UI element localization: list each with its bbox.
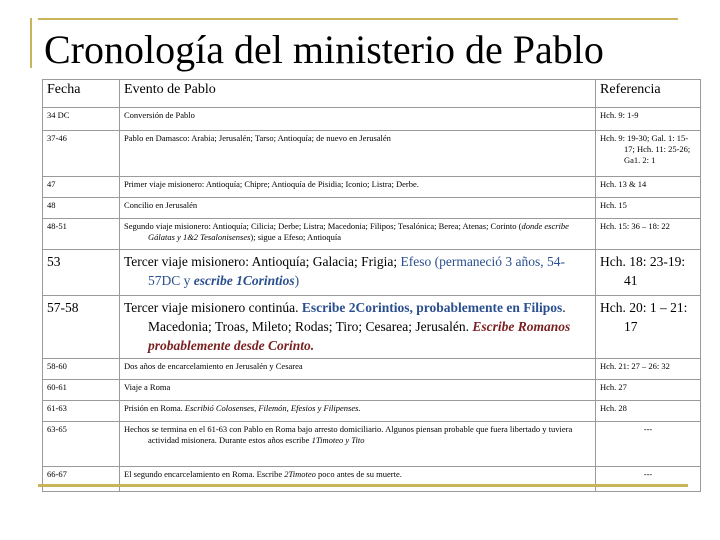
row-event bbox=[120, 219, 596, 250]
event-text-cont: ); sigue a Efeso; Antioquía bbox=[250, 232, 342, 242]
event-text-close: ) bbox=[294, 273, 300, 288]
table-row bbox=[43, 198, 701, 219]
event-letter-bold: Escribe 2Corintios, probablemente en Filipos bbox=[301, 300, 563, 315]
table-row bbox=[43, 380, 701, 401]
row-event: Concilio en Jerusalén bbox=[120, 198, 596, 219]
side-decorative-rule bbox=[30, 18, 32, 68]
row-event bbox=[120, 250, 596, 296]
row-reference: Hch. 15 bbox=[596, 198, 701, 219]
row-reference: Hch. 15: 36 – 18: 22 bbox=[596, 219, 701, 250]
row-date: 53 bbox=[43, 250, 120, 296]
row-reference: Hch. 13 & 14 bbox=[596, 177, 701, 198]
table-row bbox=[43, 422, 701, 467]
row-reference: Hch. 20: 1 – 21: 17 bbox=[596, 296, 701, 359]
row-reference: --- bbox=[596, 467, 701, 492]
row-date: 48 bbox=[43, 198, 120, 219]
row-event: Conversión de Pablo bbox=[120, 108, 596, 131]
row-date: 47 bbox=[43, 177, 120, 198]
row-date: 34 DC bbox=[43, 108, 120, 131]
row-date: 61-63 bbox=[43, 401, 120, 422]
row-reference: Hch. 18: 23-19: 41 bbox=[596, 250, 701, 296]
row-reference: Hch. 9: 19-30; Gal. 1: 15-17; Hch. 11: 25-26; Ga1. 2: 1 bbox=[596, 131, 701, 177]
header-event: Evento de Pablo bbox=[120, 80, 596, 108]
row-date: 37-46 bbox=[43, 131, 120, 177]
table-row bbox=[43, 401, 701, 422]
row-date: 48-51 bbox=[43, 219, 120, 250]
page-title: Cronología del ministerio de Pablo bbox=[44, 27, 604, 72]
event-letters-italic: Escribió Colosenses, Filemón, Efesios y Filipenses. bbox=[184, 403, 361, 413]
header-date: Fecha bbox=[43, 80, 120, 108]
event-efeso-blue: Efeso (permaneció 3 años, 54-57DC y bbox=[148, 254, 566, 288]
table-header-row bbox=[43, 80, 701, 108]
row-event bbox=[120, 296, 596, 359]
row-event bbox=[120, 422, 596, 467]
row-reference: Hch. 27 bbox=[596, 380, 701, 401]
table-row bbox=[43, 219, 701, 250]
row-date: 66-67 bbox=[43, 467, 120, 492]
row-date: 60-61 bbox=[43, 380, 120, 401]
row-reference: --- bbox=[596, 422, 701, 467]
event-text: Tercer viaje misionero: Antioquía; Galacia; Frigia; bbox=[124, 254, 401, 269]
row-date: 57-58 bbox=[43, 296, 120, 359]
row-date: 58-60 bbox=[43, 359, 120, 380]
row-reference: Hch. 28 bbox=[596, 401, 701, 422]
event-text: Segundo viaje misionero: Antioquía; Cilicia; Derbe; Listra; Macedonia; Filipos; Tesalónica; Berea; Atenas; Corinto ( bbox=[124, 221, 522, 231]
table-row bbox=[43, 296, 701, 359]
event-text: El segundo encarcelamiento en Roma. Escribe bbox=[124, 469, 285, 479]
row-event: Pablo en Damasco: Arabia; Jerusalén; Tarso; Antioquía; de nuevo en Jerusalén bbox=[120, 131, 596, 177]
event-romanos-italic: Escribe Romanos probablemente desde Corinto. bbox=[148, 319, 571, 353]
row-reference: Hch. 9: 1-9 bbox=[596, 108, 701, 131]
top-decorative-rule bbox=[38, 18, 678, 20]
header-reference: Referencia bbox=[596, 80, 701, 108]
row-date: 63-65 bbox=[43, 422, 120, 467]
row-event: Primer viaje misionero: Antioquía; Chipre; Antioquía de Pisidia; Iconio; Listra; Derbe. bbox=[120, 177, 596, 198]
table-row bbox=[43, 467, 701, 492]
table-row bbox=[43, 250, 701, 296]
event-letter-bold: escribe 1Corintios bbox=[193, 273, 295, 288]
event-letter-italic: 2Timoteo bbox=[284, 469, 316, 479]
event-text: Prisión en Roma. bbox=[124, 403, 185, 413]
table-row bbox=[43, 108, 701, 131]
row-event bbox=[120, 401, 596, 422]
row-event bbox=[120, 467, 596, 492]
row-event: Viaje a Roma bbox=[120, 380, 596, 401]
event-letters-italic: 1Timoteo y Tito bbox=[311, 435, 365, 445]
table-row bbox=[43, 177, 701, 198]
bottom-decorative-rule bbox=[38, 484, 688, 487]
event-text: Hechos se termina en el 61-63 con Pablo en Roma bajo arresto domiciliario. Algunos piensan probable que fuera libertado y tuviera actividad misionera. Durante estos años escribe bbox=[124, 424, 573, 445]
event-text-cont: poco antes de su muerte. bbox=[315, 469, 402, 479]
table-row bbox=[43, 131, 701, 177]
table-row bbox=[43, 359, 701, 380]
row-event: Dos años de encarcelamiento en Jerusalén y Cesarea bbox=[120, 359, 596, 380]
row-reference: Hch. 21: 27 – 26: 32 bbox=[596, 359, 701, 380]
event-text-cont: . Macedonia; Troas, Mileto; Rodas; Tiro; Cesarea; Jerusalén. bbox=[148, 300, 566, 334]
chronology-table bbox=[42, 79, 701, 492]
event-text: Tercer viaje misionero continúa. bbox=[124, 300, 302, 315]
event-letters-italic: donde escribe Gálatas y 1&2 Tesalonisenses bbox=[148, 221, 569, 242]
